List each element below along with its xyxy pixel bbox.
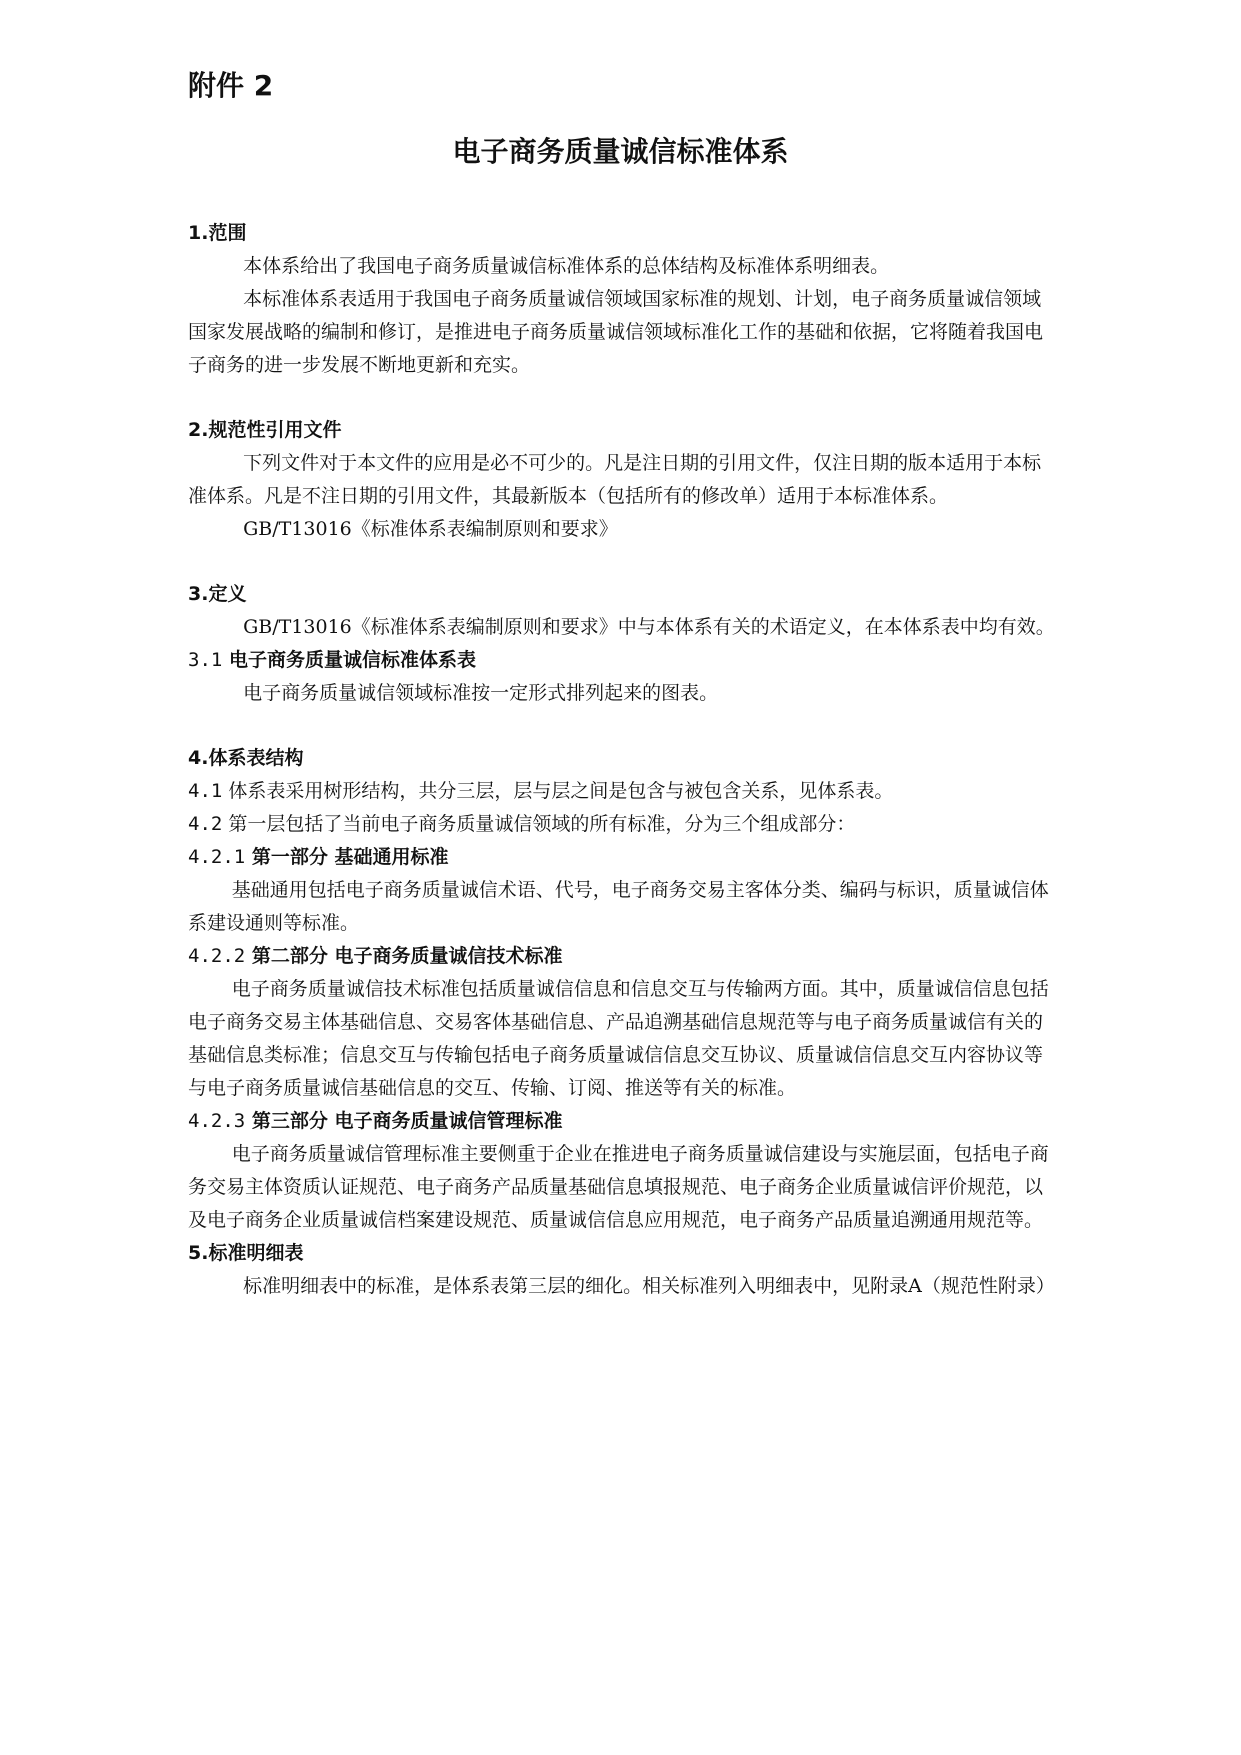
section-4-2-1-heading: [188, 841, 1060, 874]
section-3-1-heading: [188, 644, 1060, 677]
section-4-2-1-title: 第一部分 基础通用标准: [251, 846, 449, 868]
section-4-2: [188, 808, 1060, 841]
document-body: [188, 217, 1060, 1303]
section-4-2-text: 第一层包括了当前电子商务质量诚信领域的所有标准，分为三个组成部分：: [228, 813, 856, 835]
section-2-heading: 2.规范性引用文件: [188, 419, 342, 441]
section-3-1-number: 3.1: [188, 649, 223, 671]
attachment-label: 附件 2: [188, 69, 274, 102]
section-5-paragraph: 标准明细表中的标准，是体系表第三层的细化。相关标准列入明细表中，见附录A（规范性附录）: [243, 1275, 1055, 1297]
section-4-heading: 4.体系表结构: [188, 747, 304, 769]
section-4-1-number: 4.1: [188, 780, 223, 802]
section-4-2-1-paragraph: 基础通用包括电子商务质量诚信术语、代号，电子商务交易主客体分类、编码与标识，质量诚信体系建设通则等标准。: [188, 879, 1049, 934]
section-3-paragraph-1: GB/T13016《标准体系表编制原则和要求》中与本体系有关的术语定义，在本体系表中均有效。: [243, 616, 1055, 638]
section-4-1-text: 体系表采用树形结构，共分三层，层与层之间是包含与被包含关系，见体系表。: [228, 780, 894, 802]
section-1-paragraph-1: 本体系给出了我国电子商务质量诚信标准体系的总体结构及标准体系明细表。: [243, 255, 890, 277]
section-4-1: [188, 775, 1060, 808]
section-5-heading: 5.标准明细表: [188, 1242, 304, 1264]
section-4-2-2-paragraph: 电子商务质量诚信技术标准包括质量诚信信息和信息交互与传输两方面。其中，质量诚信信息包括电子商务交易主体基础信息、交易客体基础信息、产品追溯基础信息规范等与电子商务质量诚信有关的基础信息类标准；信息交互与传输包括电子商务质量诚信信息交互协议、质量诚信信息交互内容协议等与电子商务质量诚信基础信息的交互、传输、订阅、推送等有关的标准。: [188, 978, 1049, 1099]
section-2-reference: GB/T13016《标准体系表编制原则和要求》: [243, 518, 618, 540]
section-3-heading: 3.定义: [188, 583, 247, 605]
section-1-heading: 1.范围: [188, 222, 247, 244]
section-1-paragraph-2: 本标准体系表适用于我国电子商务质量诚信领域国家标准的规划、计划，电子商务质量诚信领域国家发展战略的编制和修订，是推进电子商务质量诚信领域标准化工作的基础和依据，它将随着我国电子商务的进一步发展不断地更新和充实。: [188, 288, 1044, 376]
section-4-2-3-paragraph: 电子商务质量诚信管理标准主要侧重于企业在推进电子商务质量诚信建设与实施层面，包括电子商务交易主体资质认证规范、电子商务产品质量基础信息填报规范、电子商务企业质量诚信评价规范，以及电子商务企业质量诚信档案建设规范、质量诚信信息应用规范，电子商务产品质量追溯通用规范等。: [188, 1143, 1049, 1231]
section-4-2-number: 4.2: [188, 813, 223, 835]
section-3-1-title: 电子商务质量诚信标准体系表: [228, 649, 476, 671]
section-4-2-3-title: 第三部分 电子商务质量诚信管理标准: [251, 1110, 563, 1132]
section-4-2-3-heading: [188, 1105, 1060, 1138]
section-3-1-paragraph: 电子商务质量诚信领域标准按一定形式排列起来的图表。: [243, 682, 719, 704]
document-title: 电子商务质量诚信标准体系: [452, 135, 789, 168]
section-4-2-3-number: 4.2.3: [188, 1110, 246, 1132]
section-4-2-2-heading: [188, 940, 1060, 973]
section-4-2-1-number: 4.2.1: [188, 846, 246, 868]
section-4-2-2-title: 第二部分 电子商务质量诚信技术标准: [251, 945, 563, 967]
section-2-paragraph-1: 下列文件对于本文件的应用是必不可少的。凡是注日期的引用文件，仅注日期的版本适用于本标准体系。凡是不注日期的引用文件，其最新版本（包括所有的修改单）适用于本标准体系。: [188, 452, 1042, 507]
section-4-2-2-number: 4.2.2: [188, 945, 246, 967]
